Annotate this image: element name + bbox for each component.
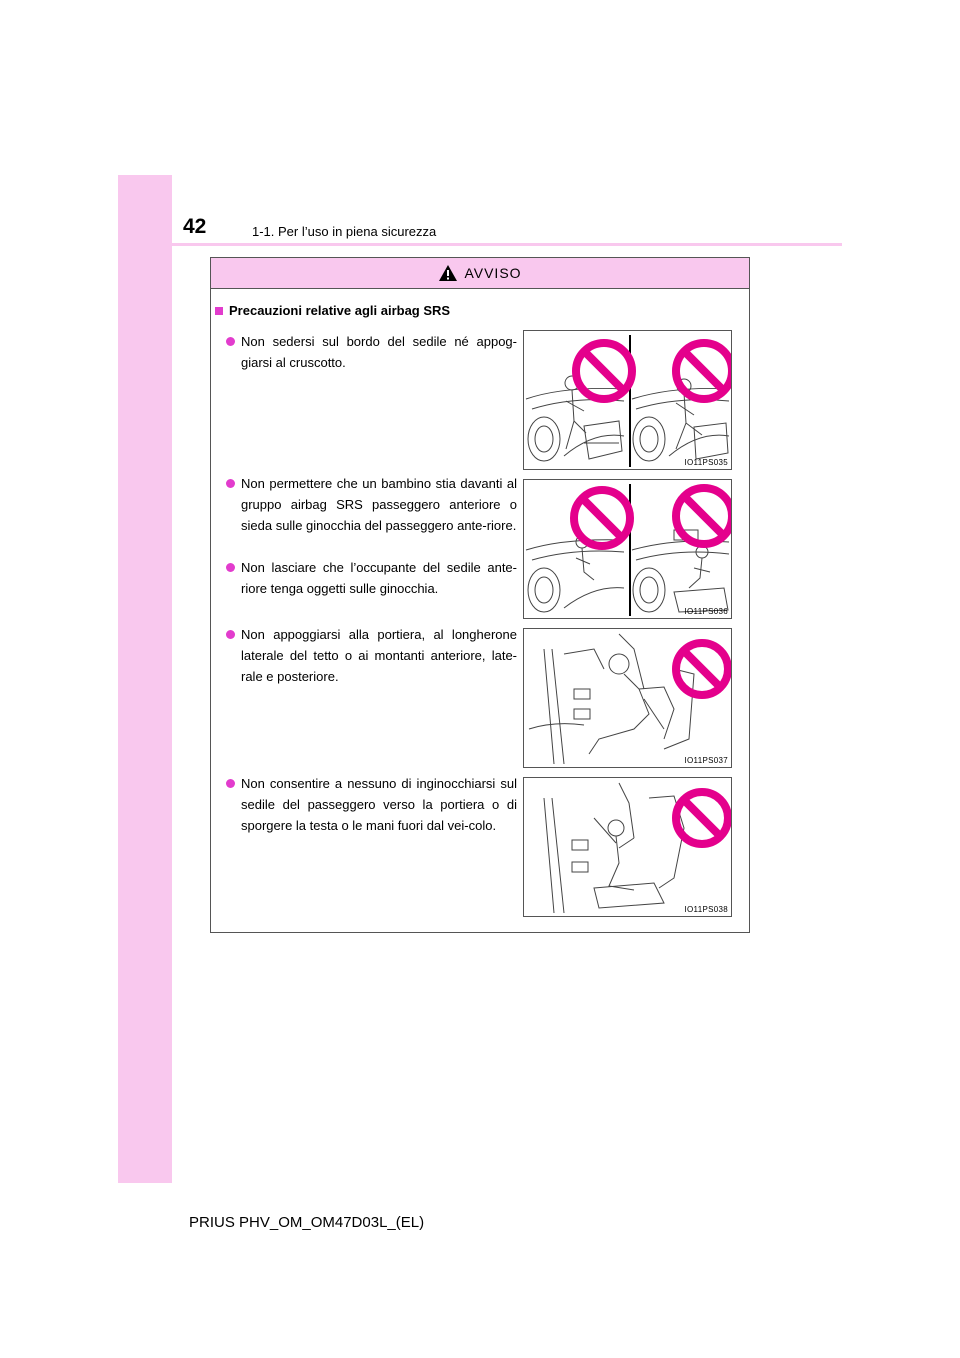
list-item [226,473,517,536]
figure-code: IO11PS035 [684,458,728,467]
list-item-text: Non lasciare che l’occupante del sedile ante-riore tenga oggetti sulle ginocchia. [241,560,517,596]
prohibition-icon [574,490,630,546]
figure-code: IO11PS037 [684,756,728,765]
prohibition-icon [576,343,632,399]
illustration-kneeling-seat [523,777,732,917]
warning-triangle-icon [438,264,458,282]
side-tab-band [118,175,172,1183]
illustration-leaning-door [523,628,732,768]
footer-document-id: PRIUS PHV_OM_OM47D03L_(EL) [189,1214,425,1231]
list-item [226,773,517,836]
illustration-child-front [523,479,732,619]
section-title: 1-1. Per l’uso in piena sicurezza [252,224,437,239]
prohibition-icon [676,643,728,695]
prohibition-icon [676,792,728,844]
list-item [226,624,517,687]
square-bullet-icon [215,307,223,315]
car-interior-illustration [524,480,732,619]
bullet-dot-icon [226,630,235,639]
list-item-text: Non consentire a nessuno di inginocchiarsi sul sedile del passeggero verso la portiera o di sporgere la testa o le mani fuori dal vei-colo. [241,776,517,833]
car-interior-illustration [524,629,732,768]
figure-code: IO11PS036 [684,607,728,616]
warning-topic-text: Precauzioni relative agli airbag SRS [229,303,451,318]
warning-title: AVVISO [464,265,522,281]
list-item [226,331,517,373]
bullet-dot-icon [226,779,235,788]
bullet-dot-icon [226,563,235,572]
prohibition-icon [676,343,732,399]
bullet-dot-icon [226,479,235,488]
warning-topic [215,303,450,318]
header-divider [118,243,842,246]
illustration-seat-edge [523,330,732,470]
bullet-dot-icon [226,337,235,346]
warning-header [211,258,749,289]
list-item-text: Non appoggiarsi alla portiera, al longherone laterale del tetto o ai montanti anteriore, late-rale e posteriore. [241,627,517,684]
list-item-text: Non sedersi sul bordo del sedile né appog-giarsi al cruscotto. [241,334,517,370]
figure-code: IO11PS038 [684,905,728,914]
car-interior-illustration [524,778,732,917]
page-number: 42 [183,215,207,238]
car-interior-illustration [524,331,732,470]
list-item-text: Non permettere che un bambino stia davanti al gruppo airbag SRS passeggero anteriore o sieda sulle ginocchia del passeggero ante-riore. [241,476,517,533]
list-item [226,557,517,599]
prohibition-icon [676,488,732,544]
